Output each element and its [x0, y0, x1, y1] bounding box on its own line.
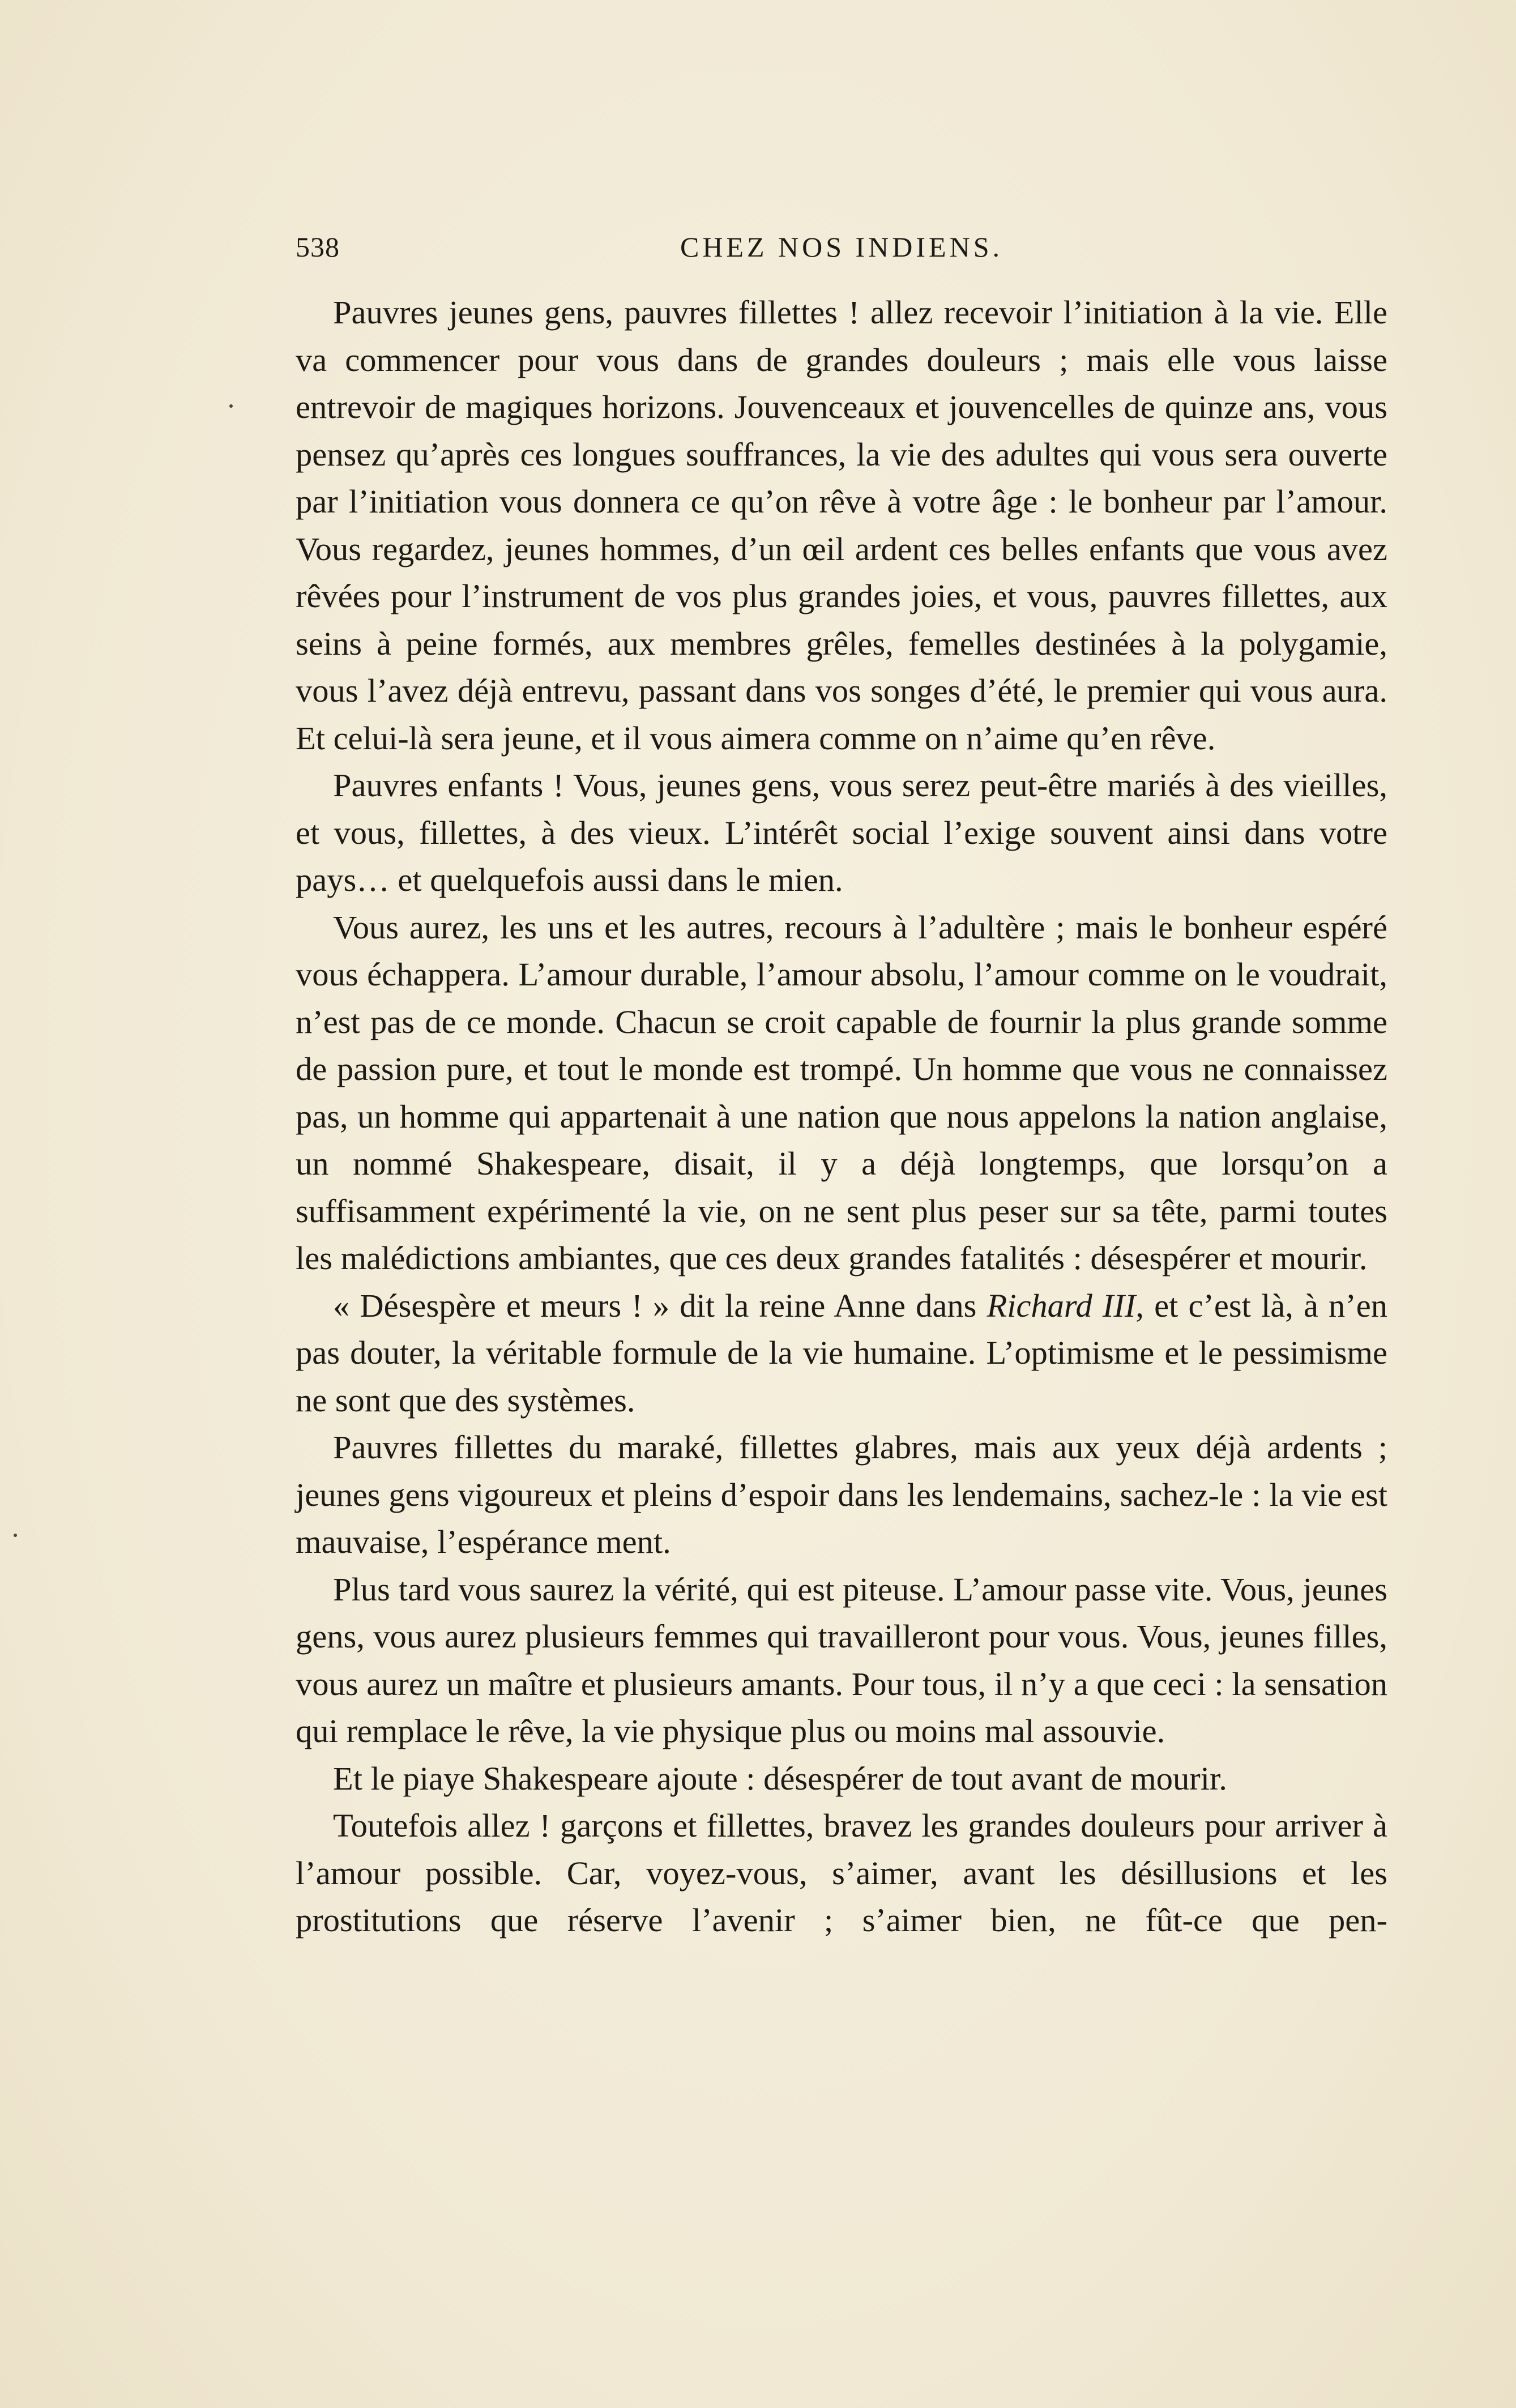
- paragraph-2: Pauvres enfants ! Vous, jeunes gens, vous serez peut-être mariés à des vieilles, et vous, fillettes, à des vieux. L’intérêt social l’exige souvent ainsi dans votre pays… et quelquefois aussi dans le mien.: [296, 767, 1387, 898]
- play-title-richard-iii: Richard III: [987, 1287, 1136, 1324]
- margin-speck-mark: [14, 1534, 17, 1537]
- running-head: CHEZ NOS INDIENS.: [680, 231, 1003, 263]
- margin-speck-mark: [229, 404, 233, 408]
- paragraph-4-text-start: « Désespère et meurs ! » dit la reine Anne dans: [333, 1287, 987, 1324]
- paragraph-1: Pauvres jeunes gens, pauvres fillettes ! allez recevoir l’initiation à la vie. Elle va commencer pour vous dans de grandes douleurs ; mais elle vous laisse entrevoir de magiques horizons. Jouvenceaux et jouvencelles de quinze ans, vous pensez qu’après ces longues souffrances, la vie des adultes qui vous sera ouverte par l’initiation vous donnera ce qu’on rêve à votre âge : le bonheur par l’amour. Vous regardez, jeunes hommes, d’un œil ardent ces belles enfants que vous avez rêvées pour l’instrument de vos plus grandes joies, et vous, pauvres fillettes, aux seins à peine formés, aux membres grêles, femelles destinées à la polygamie, vous l’avez déjà entrevu, passant dans vos songes d’été, le premier qui vous aura. Et celui-là sera jeune, et il vous aimera comme on n’aime qu’en rêve.: [296, 294, 1387, 757]
- body-text: [296, 289, 1387, 1944]
- page-header: [296, 224, 1387, 269]
- paragraph-3: Vous aurez, les uns et les autres, recours à l’adultère ; mais le bonheur espéré vous échappera. L’amour durable, l’amour absolu, l’amour comme on le voudrait, n’est pas de ce monde. Chacun se croit capable de fournir la plus grande somme de passion pure, et tout le monde est trompé. Un homme que vous ne connaissez pas, un homme qui appartenait à une nation que nous appelons la nation anglaise, un nommé Shakespeare, disait, il y a déjà longtemps, que lorsqu’on a suffisamment expérimenté la vie, on ne sent plus peser sur sa tête, parmi toutes les malédictions ambiantes, que ces deux grandes fatalités : désespérer et mourir.: [296, 908, 1387, 1276]
- paragraph-4: [296, 1282, 1387, 1424]
- page-number: 538: [296, 231, 340, 263]
- paragraph-5: Pauvres fillettes du maraké, fillettes glabres, mais aux yeux déjà ardents ; jeunes gens vigoureux et pleins d’espoir dans les lendemains, sachez-le : la vie est mauvaise, l’espérance ment.: [296, 1429, 1387, 1560]
- paragraph-4-text-end: , et c’est là, à n’en pas douter, la véritable formule de la vie humaine. L’optimisme et le pessimisme ne sont que des systèmes.: [296, 1287, 1387, 1419]
- paragraph-7: Et le piaye Shakespeare ajoute : désespérer de tout avant de mourir.: [333, 1760, 1227, 1797]
- paragraph-8: Toutefois allez ! garçons et fillettes, bravez les grandes douleurs pour arriver à l’amour possible. Car, voyez-vous, s’aimer, avant les désillusions et les prostitutions que réserve l’avenir ; s’aimer bien, ne fût-ce que pen-: [296, 1807, 1387, 1939]
- paragraph-6: Plus tard vous saurez la vérité, qui est piteuse. L’amour passe vite. Vous, jeunes gens, vous aurez plusieurs femmes qui travailleront pour vous. Vous, jeunes filles, vous aurez un maître et plusieurs amants. Pour tous, il n’y a que ceci : la sensation qui remplace le rêve, la vie physique plus ou moins mal assouvie.: [296, 1570, 1387, 1749]
